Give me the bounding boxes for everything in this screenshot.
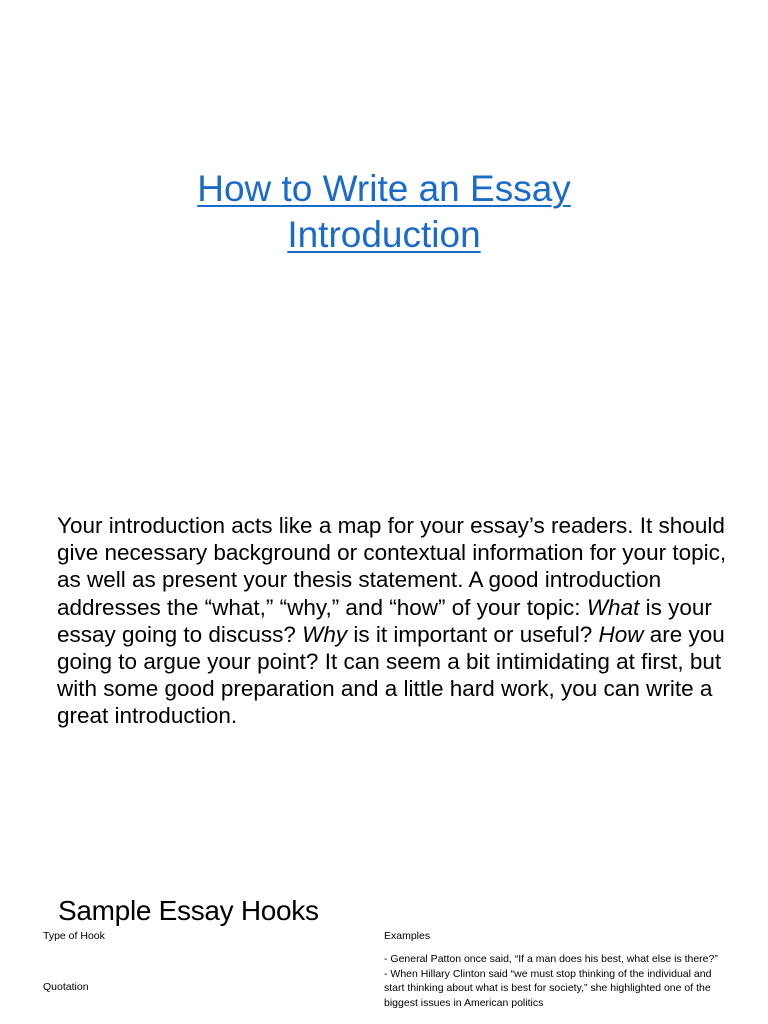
intro-text-1: Your introduction acts like a map for your essay’s readers. It should give necessary background or contextual information for your topic, as well as present your thesis statement. A good introduction addresses the “what,” “why,” and “how” of your topic: [57,513,727,620]
intro-how: How [598,621,644,647]
title-link[interactable] [197,168,571,255]
intro-text-2: is your essay going to discuss? [57,594,712,647]
example-clinton: - When Hillary Clinton said “we must stop thinking of the individual and start thinking about what is best for society,” she highlighted one of the biggest issues in American politics [384,967,712,1009]
column-header-type: Type of Hook [43,930,105,942]
intro-text-3: is it important or useful? [347,621,599,647]
title-line-1: How to Write an Essay [197,168,571,209]
hook-type-quotation: Quotation [43,981,89,993]
quotation-examples [384,952,734,1010]
intro-paragraph [57,512,737,730]
column-header-examples: Examples [384,930,431,942]
intro-text-4: are you going to argue your point? It can seem a bit intimidating at first, but with some good preparation and a little hard work, you can write a great introduction. [57,621,725,729]
intro-why: Why [302,621,348,647]
hooks-title: Sample Essay Hooks [58,895,319,926]
intro-what: What [586,594,640,620]
slide-title [0,166,768,258]
example-patton: - General Patton once said, “If a man does his best, what else is there?” [384,953,718,965]
title-line-2: Introduction [287,214,481,255]
